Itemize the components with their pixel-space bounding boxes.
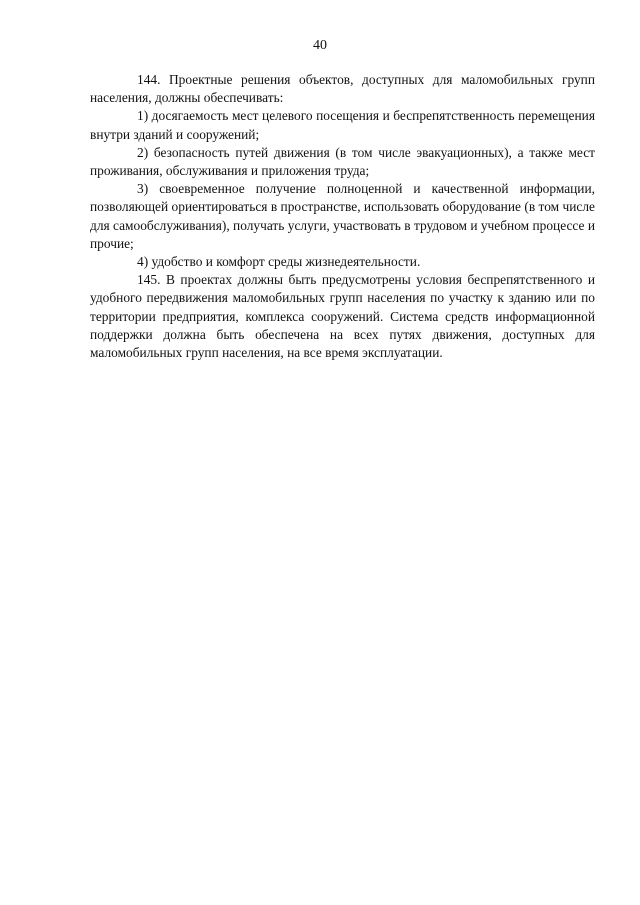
list-item-4: 4) удобство и комфорт среды жизнедеятельности. (137, 254, 421, 270)
paragraph-145: 145. В проектах должны быть предусмотрены условия беспрепятственного и удобного передвижения маломобильных групп населения по участку к зданию или по территории предприятия, комплекса сооружений. Система средств информационной поддержки должна быть обеспечена на всех путях движения, доступных для маломобильных групп населения, на все время эксплуатации. (90, 272, 595, 361)
list-item-2: 2) безопасность путей движения (в том числе эвакуационных), а также мест проживания, обслуживания и приложения труда; (90, 144, 595, 179)
list-item-1: 1) досягаемость мест целевого посещения и беспрепятственность перемещения внутри зданий и сооружений; (90, 108, 595, 142)
paragraph-144-intro: 144. Проектные решения объектов, доступных для маломобильных групп населения, должны обеспечивать: (90, 72, 595, 106)
list-item-3: 3) своевременное получение полноценной и качественной информации, позволяющей ориентироваться в пространстве, использовать оборудование (в том числе для самообслуживания), получать услуги, участвовать в трудовом и учебном процессе и прочие; (90, 181, 595, 251)
page-number: 40 (313, 38, 327, 53)
document-body (90, 71, 595, 362)
